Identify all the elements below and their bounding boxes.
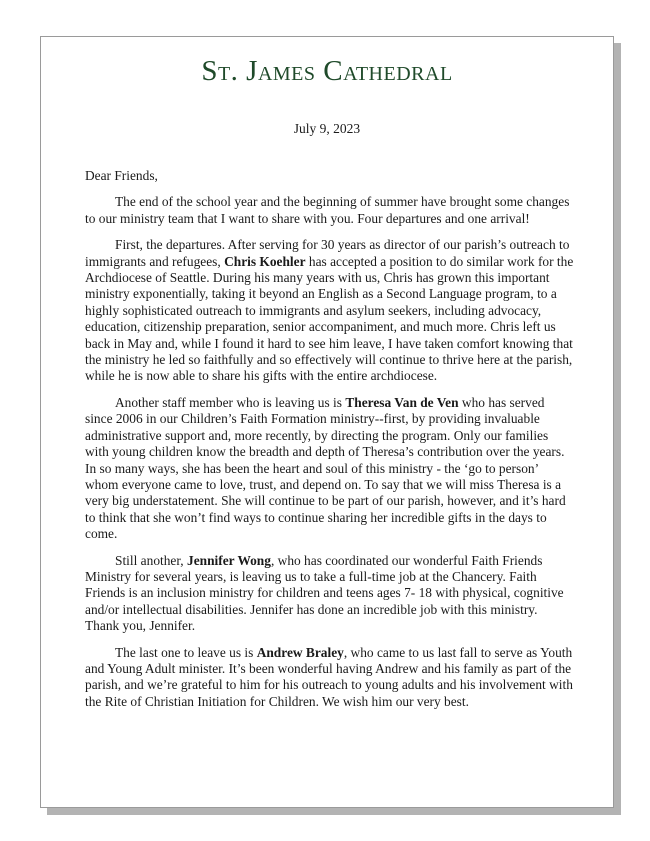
staff-name: Chris Koehler: [224, 253, 306, 269]
paragraph-theresa-van-de-ven: [85, 395, 574, 543]
paragraph-text: who has served since 2006 in our Children’s Faith Formation ministry--first, by providing invaluable administrative support and, more recently, by directing the program. Only our families with young children know the breadth and depth of Theresa’s contribution over the years. In so many ways, she has been the heart and soul of this ministry - the ‘go to person’ whom everyone came to love, trust, and depend on. To say that we will miss Theresa is a very big understatement. She will continue to be part of our parish, however, and it’s hard to think that she won’t find ways to continue sharing her incredible gifts in the days to come.: [85, 394, 566, 542]
paragraph-jennifer-wong: [85, 553, 574, 635]
staff-name: Andrew Braley: [256, 644, 344, 660]
staff-name: Theresa Van de Ven: [345, 394, 459, 410]
paragraph-andrew-braley: [85, 645, 574, 711]
paragraph-text: The last one to leave us is: [115, 644, 257, 660]
paragraph-text: , who has coordinated our wonderful Faith Friends Ministry for several years, is leaving us to take a full-time job at the Chancery. Faith Friends is an inclusion ministry for children and teens ages 7- 18 with physical, cognitive and/or intellectual disabilities. Jennifer has done an incredible job with this ministry. Thank you, Jennifer.: [85, 552, 564, 634]
letter-date: July 9, 2023: [293, 121, 361, 136]
paragraph-text: First, the departures. After serving for 30 years as director of our parish’s outreach to immigrants and refugees,: [85, 237, 570, 269]
salutation: Dear Friends,: [85, 168, 158, 183]
paragraph-text: Another staff member who is leaving us is: [115, 394, 346, 410]
letter-page: [40, 36, 614, 808]
staff-name: Jennifer Wong: [187, 552, 271, 568]
paragraph-text: has accepted a position to do similar work for the Archdiocese of Seattle. During his many years with us, Chris has grown this important ministry exponentially, taking it beyond an English as a Second Language program, to a highly sophisticated outreach to immigrants and asylum seekers, including advocacy, education, citizenship preparation, senior accompaniment, and much more. Chris left us back in May and, while I found it hard to see him leave, I have taken comfort knowing that the ministry he led so faithfully and so effectively will continue to thrive here at the parish, while he is now able to share his gifts with the entire archdiocese.: [85, 253, 574, 384]
cathedral-masthead: St. James Cathedral: [201, 55, 453, 87]
paragraph-chris-koehler: [85, 237, 574, 385]
paragraph-intro: [85, 194, 574, 227]
paragraph-text: Still another,: [115, 552, 187, 568]
paragraph-text: , who came to us last fall to serve as Youth and Young Adult minister. It’s been wonderful having Andrew and his family as part of the parish, and we’re grateful to him for his outreach to young adults and his involvement with the Rite of Christian Initiation for Children. We wish him our very best.: [85, 644, 573, 709]
paragraph-text: The end of the school year and the beginning of summer have brought some changes to our ministry team that I want to share with you. Four departures and one arrival!: [85, 194, 570, 226]
letter-body: [85, 168, 574, 720]
